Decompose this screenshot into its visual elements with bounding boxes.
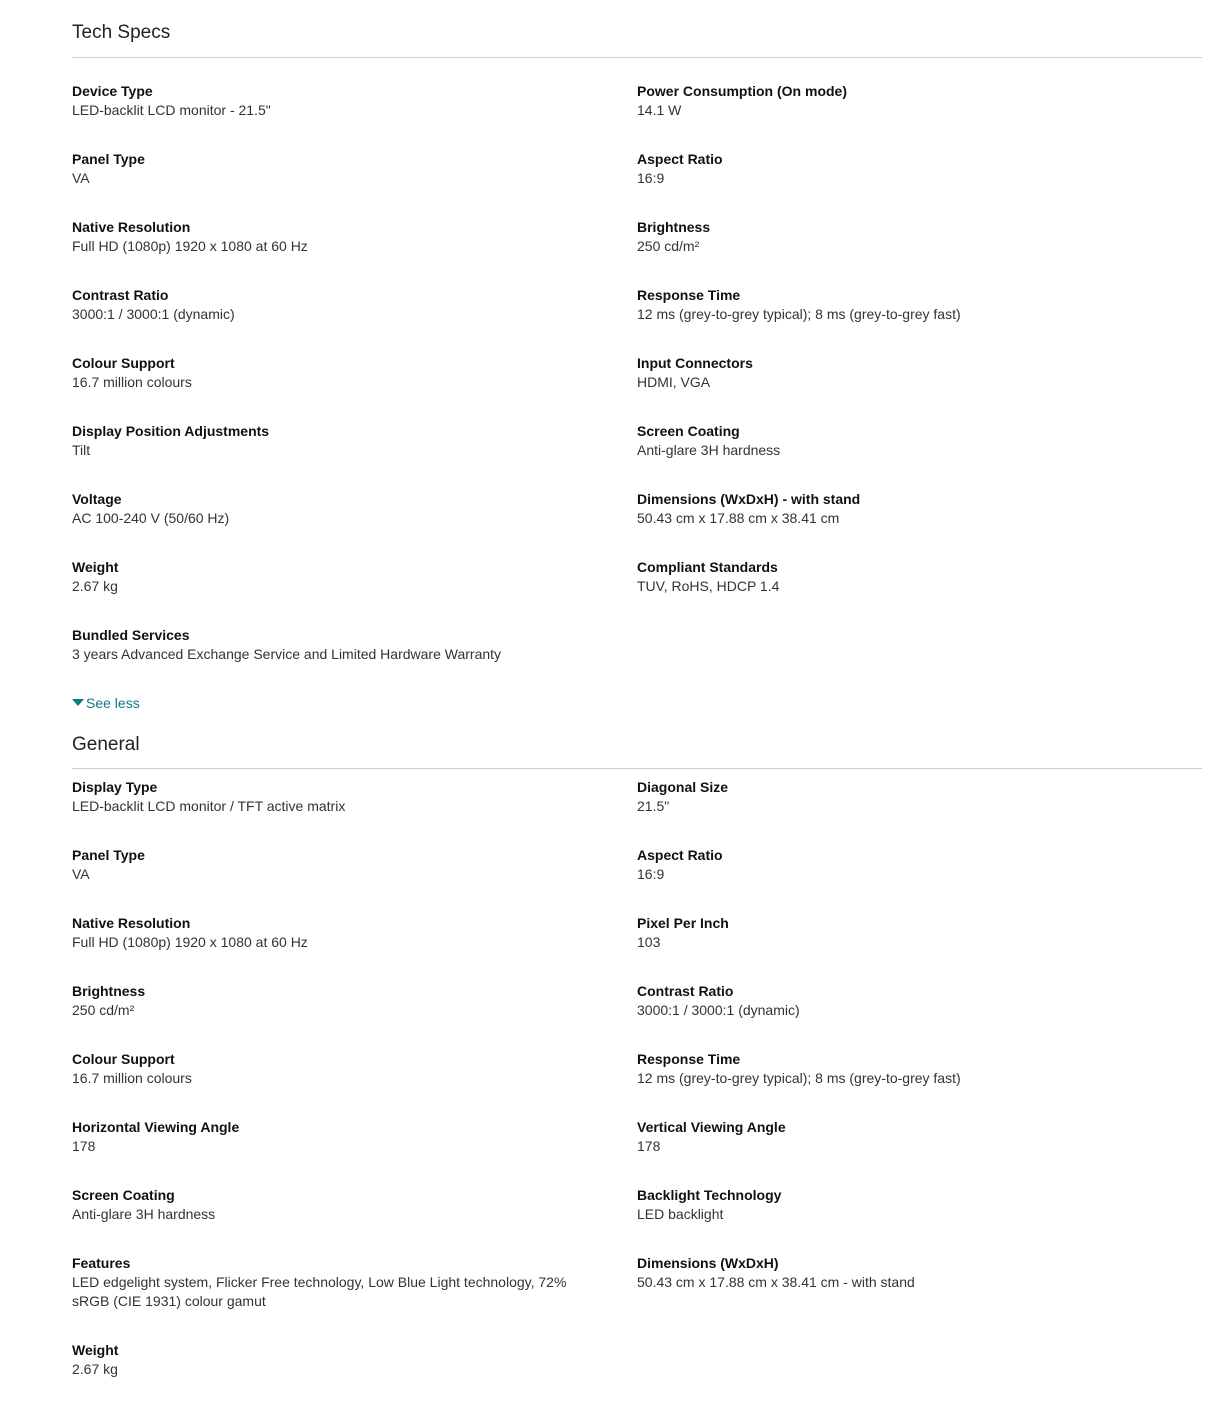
spec-value: Anti-glare 3H hardness xyxy=(637,442,781,458)
spec-value: LED backlight xyxy=(637,1206,724,1222)
spec-item xyxy=(637,558,1202,626)
spec-label: Contrast Ratio xyxy=(637,983,734,999)
spec-item xyxy=(637,1254,1202,1341)
spec-value: 3000:1 / 3000:1 (dynamic) xyxy=(72,306,235,322)
spec-label: Response Time xyxy=(637,1051,741,1067)
spec-label: Display Type xyxy=(72,779,158,795)
spec-item xyxy=(637,218,1202,286)
spec-label: Pixel Per Inch xyxy=(637,915,729,931)
spec-value: 16:9 xyxy=(637,170,665,186)
spec-value: LED-backlit LCD monitor / TFT active matrix xyxy=(72,798,346,814)
spec-value: 178 xyxy=(637,1138,661,1154)
tech-specs-title: Tech Specs xyxy=(72,22,171,43)
spec-value: TUV, RoHS, HDCP 1.4 xyxy=(637,578,780,594)
spec-label: Panel Type xyxy=(72,151,145,167)
spec-value: 12 ms (grey-to-grey typical); 8 ms (grey-to-grey fast) xyxy=(637,1070,961,1086)
spec-item xyxy=(72,778,637,846)
spec-label: Diagonal Size xyxy=(637,779,729,795)
spec-value: 50.43 cm x 17.88 cm x 38.41 cm xyxy=(637,510,840,526)
spec-label: Native Resolution xyxy=(72,915,191,931)
spec-value: Anti-glare 3H hardness xyxy=(72,1206,216,1222)
spec-value: LED edgelight system, Flicker Free technology, Low Blue Light technology, 72% sRGB (CIE 1931) colour gamut xyxy=(72,1274,567,1309)
spec-label: Vertical Viewing Angle xyxy=(637,1119,786,1135)
spec-item xyxy=(72,490,637,558)
spec-value: LED-backlit LCD monitor - 21.5" xyxy=(72,102,271,118)
spec-item xyxy=(72,846,637,914)
spec-label: Weight xyxy=(72,1342,119,1358)
spec-label: Native Resolution xyxy=(72,219,191,235)
spec-value: AC 100-240 V (50/60 Hz) xyxy=(72,510,230,526)
spec-item xyxy=(72,1050,637,1118)
spec-value: 16.7 million colours xyxy=(72,1070,192,1086)
spec-label: Display Position Adjustments xyxy=(72,423,270,439)
spec-value: Tilt xyxy=(72,442,91,458)
spec-value: 2.67 kg xyxy=(72,1361,118,1377)
spec-item xyxy=(637,286,1202,354)
spec-label: Device Type xyxy=(72,83,153,99)
spec-label: Compliant Standards xyxy=(637,559,778,575)
spec-label: Contrast Ratio xyxy=(72,287,169,303)
spec-value: 2.67 kg xyxy=(72,578,118,594)
spec-value: Full HD (1080p) 1920 x 1080 at 60 Hz xyxy=(72,934,308,950)
spec-value: VA xyxy=(72,866,90,882)
spec-value: 250 cd/m² xyxy=(72,1002,135,1018)
spec-item xyxy=(637,422,1202,490)
spec-item xyxy=(72,558,637,626)
spec-item xyxy=(637,1118,1202,1186)
spec-value: VA xyxy=(72,170,90,186)
spec-label: Screen Coating xyxy=(72,1187,175,1203)
spec-item xyxy=(637,778,1202,846)
general-divider xyxy=(72,768,1202,769)
spec-label: Backlight Technology xyxy=(637,1187,782,1203)
spec-item xyxy=(72,218,637,286)
spec-label: Panel Type xyxy=(72,847,145,863)
spec-item xyxy=(637,150,1202,218)
spec-label: Input Connectors xyxy=(637,355,753,371)
spec-item xyxy=(72,1341,637,1409)
spec-value: 178 xyxy=(72,1138,96,1154)
general-specs-list xyxy=(72,778,1202,1409)
spec-item xyxy=(72,286,637,354)
spec-item xyxy=(72,914,637,982)
spec-value: 16.7 million colours xyxy=(72,374,192,390)
spec-value: 14.1 W xyxy=(637,102,682,118)
spec-item xyxy=(637,1186,1202,1254)
spec-item xyxy=(637,982,1202,1050)
spec-item xyxy=(637,354,1202,422)
spec-item xyxy=(637,82,1202,150)
spec-item xyxy=(637,1050,1202,1118)
spec-value: 12 ms (grey-to-grey typical); 8 ms (grey-to-grey fast) xyxy=(637,306,961,322)
spec-label: Screen Coating xyxy=(637,423,740,439)
spec-value: 3000:1 / 3000:1 (dynamic) xyxy=(637,1002,800,1018)
spec-item xyxy=(637,490,1202,558)
spec-label: Aspect Ratio xyxy=(637,151,723,167)
spec-label: Response Time xyxy=(637,287,741,303)
spec-item xyxy=(637,846,1202,914)
spec-item xyxy=(72,626,637,694)
spec-label: Brightness xyxy=(72,983,146,999)
spec-item xyxy=(637,914,1202,982)
spec-label: Aspect Ratio xyxy=(637,847,723,863)
spec-item xyxy=(72,1118,637,1186)
general-title: General xyxy=(72,734,140,755)
spec-label: Features xyxy=(72,1255,131,1271)
spec-label: Bundled Services xyxy=(72,627,190,643)
spec-item xyxy=(72,150,637,218)
spec-label: Weight xyxy=(72,559,119,575)
tech-specs-divider xyxy=(72,57,1202,58)
spec-value: 250 cd/m² xyxy=(637,238,700,254)
spec-item xyxy=(72,354,637,422)
spec-value: 21.5" xyxy=(637,798,670,814)
spec-value: 3 years Advanced Exchange Service and Limited Hardware Warranty xyxy=(72,646,502,662)
spec-item xyxy=(72,422,637,490)
spec-label: Dimensions (WxDxH) xyxy=(637,1255,779,1271)
spec-label: Power Consumption (On mode) xyxy=(637,83,847,99)
spec-value: Full HD (1080p) 1920 x 1080 at 60 Hz xyxy=(72,238,308,254)
spec-value: HDMI, VGA xyxy=(637,374,711,390)
spec-item xyxy=(72,1254,637,1341)
spec-label: Colour Support xyxy=(72,1051,175,1067)
see-less-label: See less xyxy=(86,695,140,711)
spec-item xyxy=(72,982,637,1050)
spec-item xyxy=(72,82,637,150)
caret-down-icon xyxy=(72,699,84,706)
spec-label: Colour Support xyxy=(72,355,175,371)
spec-label: Voltage xyxy=(72,491,122,507)
spec-value: 50.43 cm x 17.88 cm x 38.41 cm - with stand xyxy=(637,1274,915,1290)
spec-label: Dimensions (WxDxH) - with stand xyxy=(637,491,861,507)
tech-specs-list xyxy=(72,82,1202,694)
see-less-link[interactable] xyxy=(72,695,140,711)
spec-item xyxy=(72,1186,637,1254)
spec-label: Horizontal Viewing Angle xyxy=(72,1119,240,1135)
spec-value: 103 xyxy=(637,934,661,950)
spec-label: Brightness xyxy=(637,219,711,235)
spec-value: 16:9 xyxy=(637,866,665,882)
